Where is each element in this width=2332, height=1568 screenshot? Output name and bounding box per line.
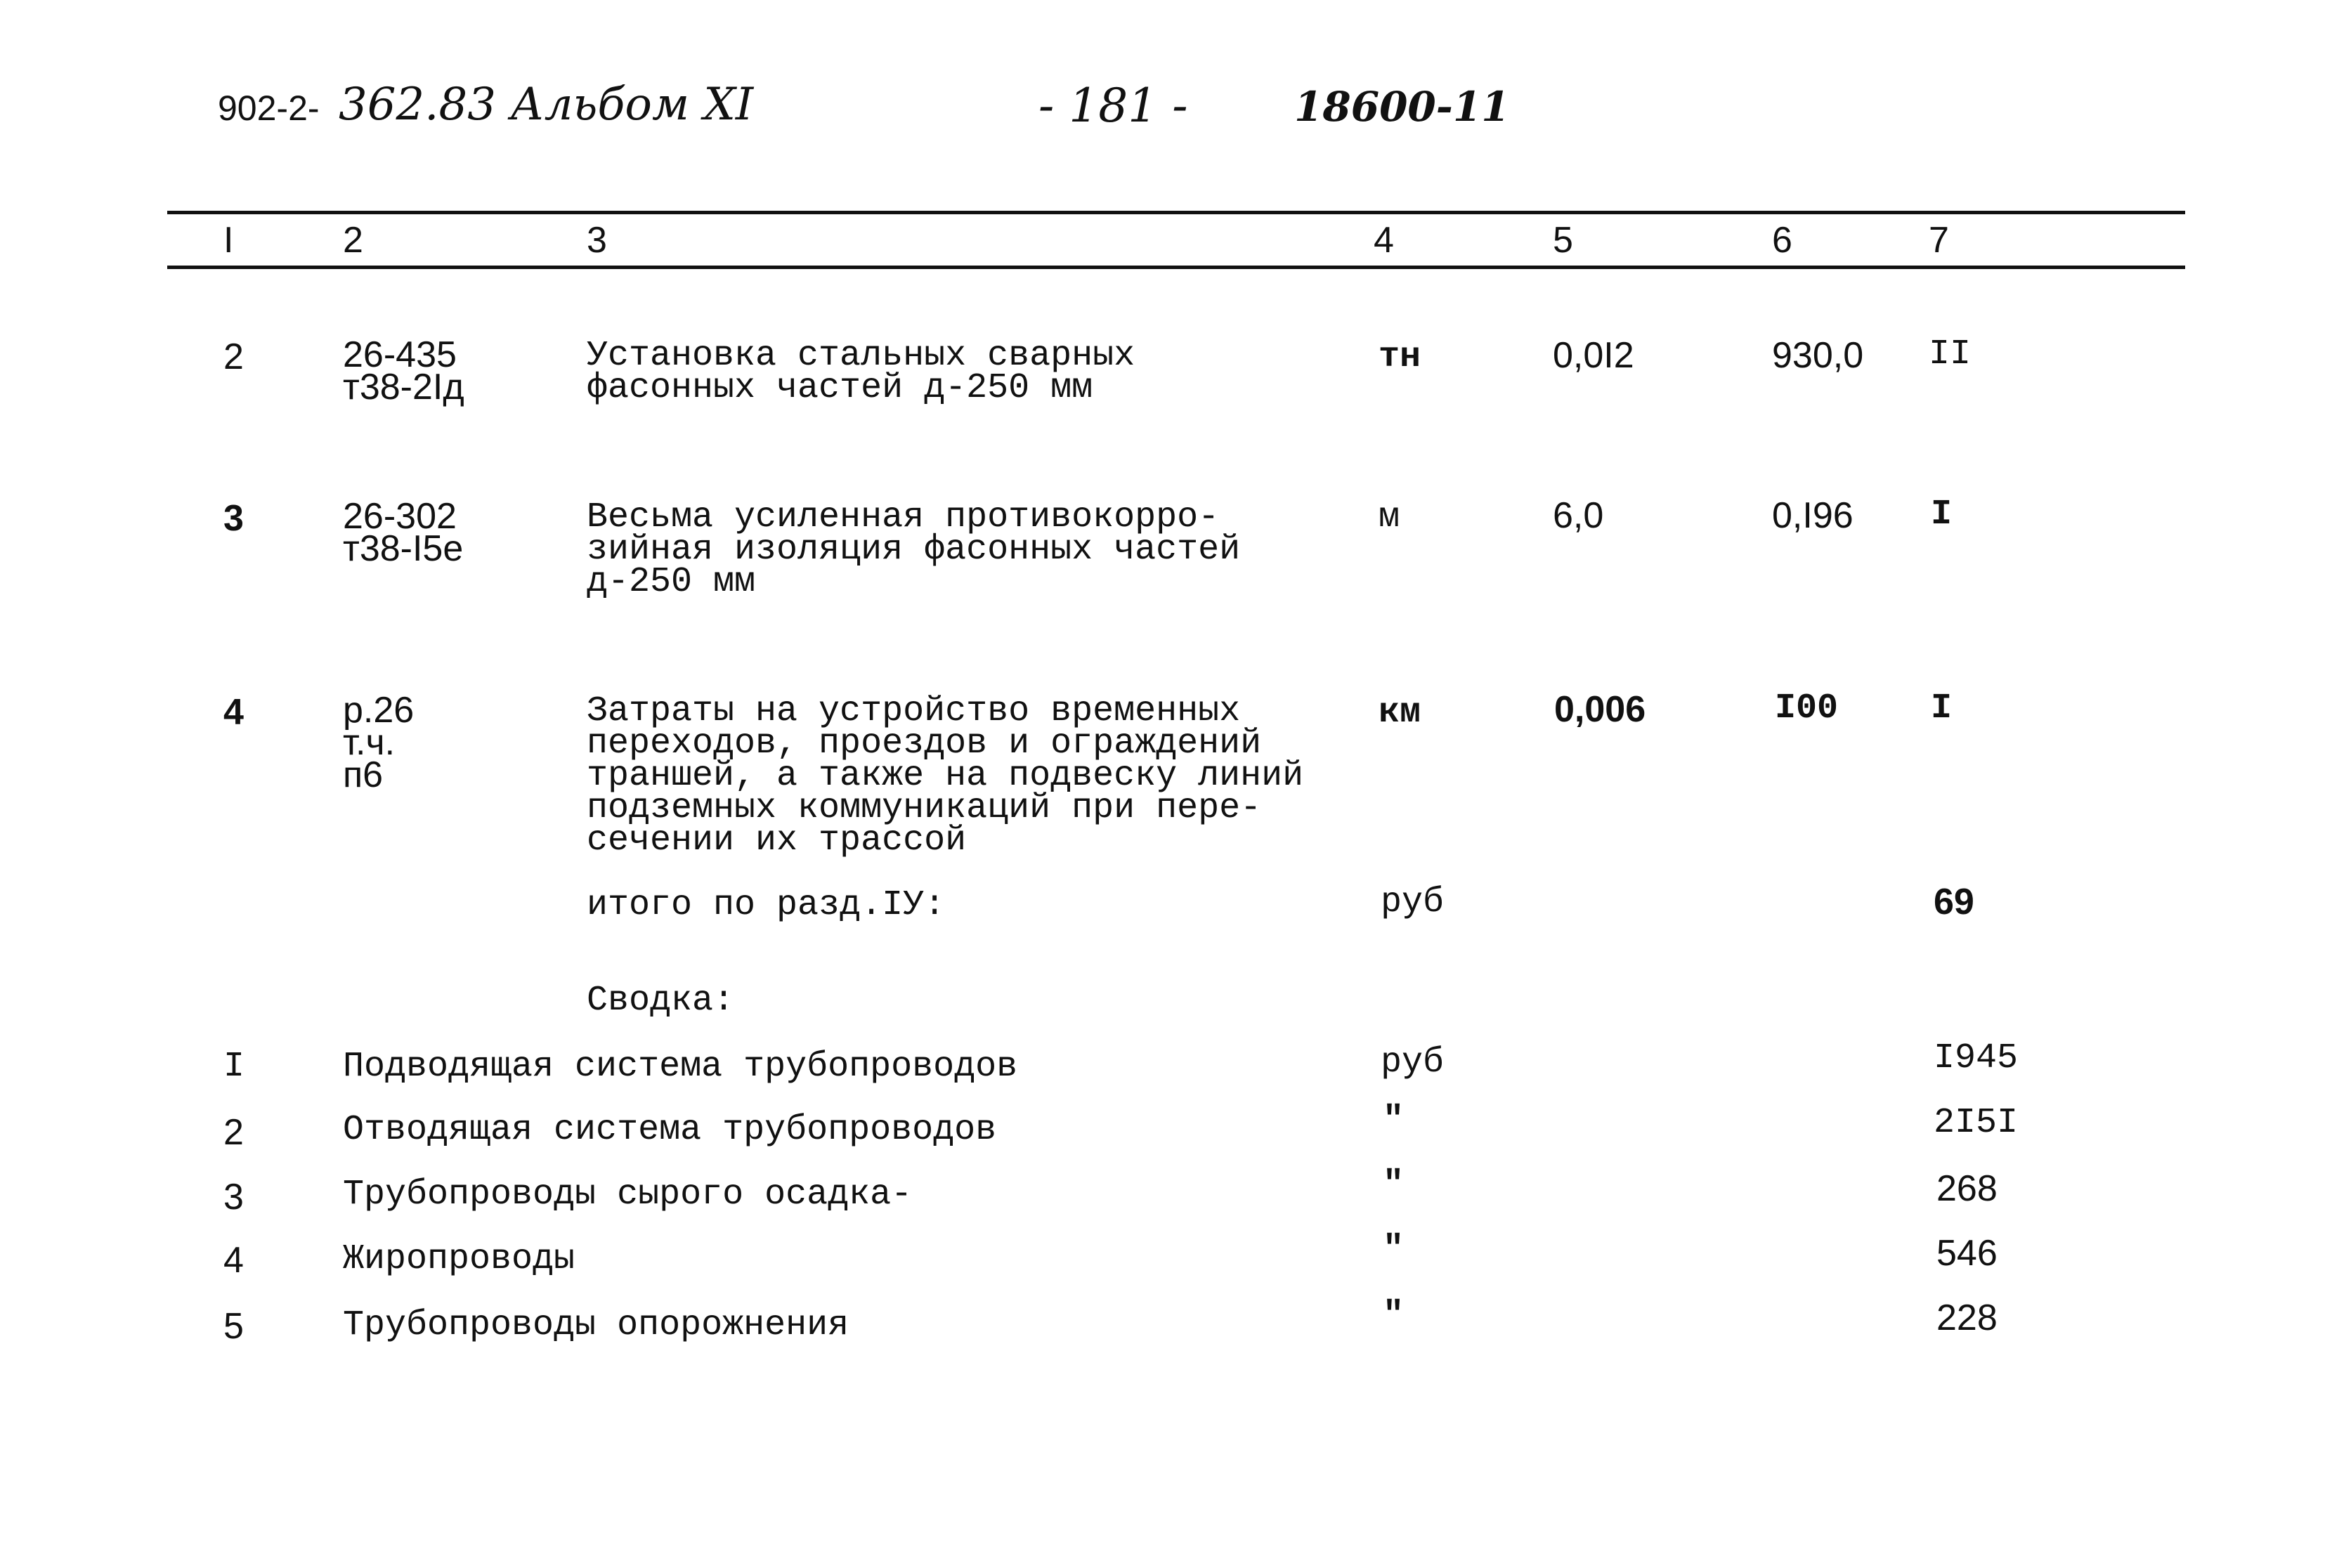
- document-code: 902-2-: [218, 89, 320, 128]
- summary-item-name: Жиропроводы: [343, 1239, 575, 1279]
- work-description: Установка стальных сварных фасонных частей д-250 мм: [587, 336, 1135, 408]
- quantity: 0,006: [1554, 689, 1646, 730]
- column-header: I: [223, 220, 234, 261]
- subtotal-label: итого по разд.IУ:: [587, 885, 946, 925]
- total-cost: II: [1929, 334, 1972, 374]
- table-top-rule: [167, 211, 2185, 214]
- total-cost: I: [1931, 495, 1953, 535]
- table-header-rule: [167, 266, 2185, 269]
- rate-code: р.26 т.ч. п6: [343, 690, 415, 795]
- summary-item-unit: ": [1383, 1295, 1405, 1335]
- work-description: Затраты на устройство временных переходов, проездов и ограждений траншей, а также на подвеску линий подземных коммуникаций при пере- сечении их трассой: [587, 691, 1304, 861]
- summary-item-value: I945: [1934, 1038, 2019, 1078]
- summary-item-name: Трубопроводы сырого осадка-: [343, 1175, 913, 1215]
- summary-item-name: Трубопроводы опорожнения: [343, 1305, 849, 1345]
- subtotal-value: 69: [1934, 882, 1974, 922]
- column-header: 3: [587, 220, 607, 261]
- album-annotation: 362.83 Альбом XI: [339, 79, 754, 131]
- column-header: 4: [1374, 220, 1394, 261]
- summary-item-number: I: [223, 1047, 245, 1087]
- summary-item-value: 2I5I: [1934, 1103, 2019, 1143]
- summary-item-number: 4: [223, 1240, 244, 1281]
- registration-number: 18600-11: [1294, 83, 1510, 131]
- column-header: 5: [1553, 220, 1573, 261]
- quantity: 6,0: [1553, 495, 1604, 536]
- summary-item-value: 268: [1936, 1168, 1998, 1209]
- rate-code: 26-302 т38-I5е: [343, 496, 464, 569]
- total-cost: I: [1931, 688, 1953, 729]
- column-header: 2: [343, 220, 363, 261]
- rate-code: 26-435 т38-2Iд: [343, 334, 464, 407]
- summary-item-unit: ": [1383, 1229, 1405, 1269]
- summary-title: Сводка:: [587, 981, 735, 1021]
- row-number: 4: [223, 692, 244, 733]
- column-header: 6: [1772, 220, 1792, 261]
- page-number: - 181 -: [1038, 79, 1188, 133]
- work-description: Весьма усиленная противокорро- зийная изоляция фасонных частей д-250 мм: [587, 497, 1241, 602]
- summary-item-value: 228: [1936, 1298, 1998, 1338]
- unit: км: [1379, 693, 1421, 733]
- unit-price: I00: [1775, 688, 1839, 729]
- row-number: 3: [223, 498, 244, 539]
- quantity: 0,0I2: [1553, 335, 1634, 376]
- summary-item-unit: ": [1383, 1165, 1405, 1205]
- summary-item-value: 546: [1936, 1233, 1998, 1274]
- unit-price: 930,0: [1772, 335, 1864, 376]
- row-number: 2: [223, 337, 244, 377]
- summary-item-number: 3: [223, 1177, 244, 1217]
- summary-item-number: 2: [223, 1112, 244, 1153]
- summary-item-unit: ": [1383, 1100, 1405, 1140]
- unit: м: [1379, 497, 1400, 537]
- column-header: 7: [1929, 220, 1949, 261]
- summary-item-number: 5: [223, 1306, 244, 1347]
- subtotal-unit: руб: [1381, 882, 1445, 922]
- summary-item-name: Подводящая система трубопроводов: [343, 1047, 1018, 1087]
- summary-item-name: Отводящая система трубопроводов: [343, 1110, 997, 1150]
- unit: тн: [1379, 337, 1421, 377]
- unit-price: 0,I96: [1772, 495, 1854, 536]
- summary-item-unit: руб: [1381, 1043, 1445, 1083]
